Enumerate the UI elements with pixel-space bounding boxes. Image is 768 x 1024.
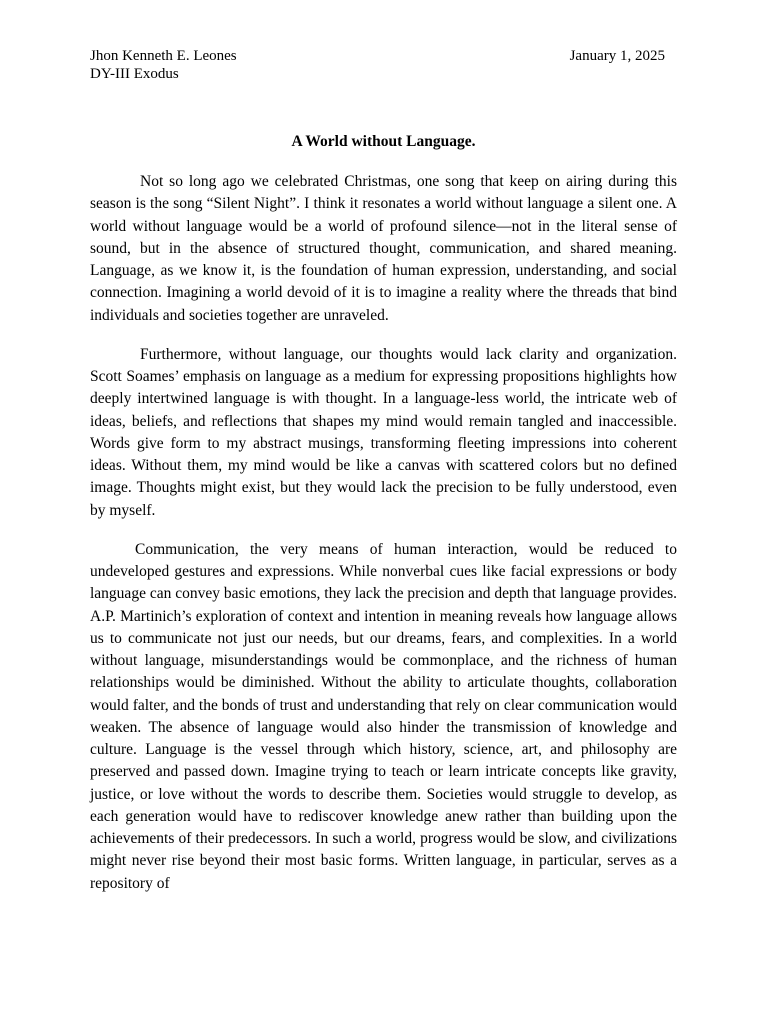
essay-body	[90, 171, 677, 895]
author-name: Jhon Kenneth E. Leones	[90, 48, 237, 64]
document-date: January 1, 2025	[569, 48, 665, 64]
paragraph-2: Furthermore, without language, our thoughts would lack clarity and organization. Scott Soames’ emphasis on language as a medium for expressing propositions highlights how deeply intertwined language is with thought. In a language-less world, the intricate web of ideas, beliefs, and reflections that shapes my mind would remain tangled and inaccessible. Words give form to my abstract musings, transforming fleeting impressions into coherent ideas. Without them, my mind would be like a canvas with scattered colors but no defined image. Thoughts might exist, but they would lack the precision to be fully understood, even by myself.	[90, 345, 677, 519]
section-name: DY-III Exodus	[90, 66, 179, 82]
essay-title: A World without Language.	[291, 133, 476, 150]
paragraph-3: Communication, the very means of human interaction, would be reduced to undeveloped gestures and expressions. While nonverbal cues like facial expressions or body language can convey basic emotions, they lack the precision and depth that language provides. A.P. Martinich’s exploration of context and intention in meaning reveals how language allows us to communicate not just our needs, but our dreams, fears, and complexities. In a world without language, misunderstandings would be commonplace, and the richness of human relationships would be diminished. Without the ability to articulate thoughts, collaboration would falter, and the bonds of trust and understanding that rely on clear communication would weaken. The absence of language would also hinder the transmission of knowledge and culture. Language is the vessel through which history, science, art, and philosophy are preserved and passed down. Imagine trying to teach or learn intricate concepts like gravity, justice, or love without the words to describe them. Societies would struggle to develop, as each generation would have to rediscover knowledge anew rather than building upon the achievements of their predecessors. In such a world, progress would be slow, and civilizations might never rise beyond their most basic forms. Written language, in particular, serves as a repository of	[90, 540, 677, 892]
paragraph-1: Not so long ago we celebrated Christmas, one song that keep on airing during this season is the song “Silent Night”. I think it resonates a world without language a silent one. A world without language would be a world of profound silence—not in the literal sense of sound, but in the absence of structured thought, communication, and shared meaning. Language, as we know it, is the foundation of human expression, understanding, and social connection. Imagining a world devoid of it is to imagine a reality where the threads that bind individuals and societies together are unraveled.	[90, 173, 677, 324]
